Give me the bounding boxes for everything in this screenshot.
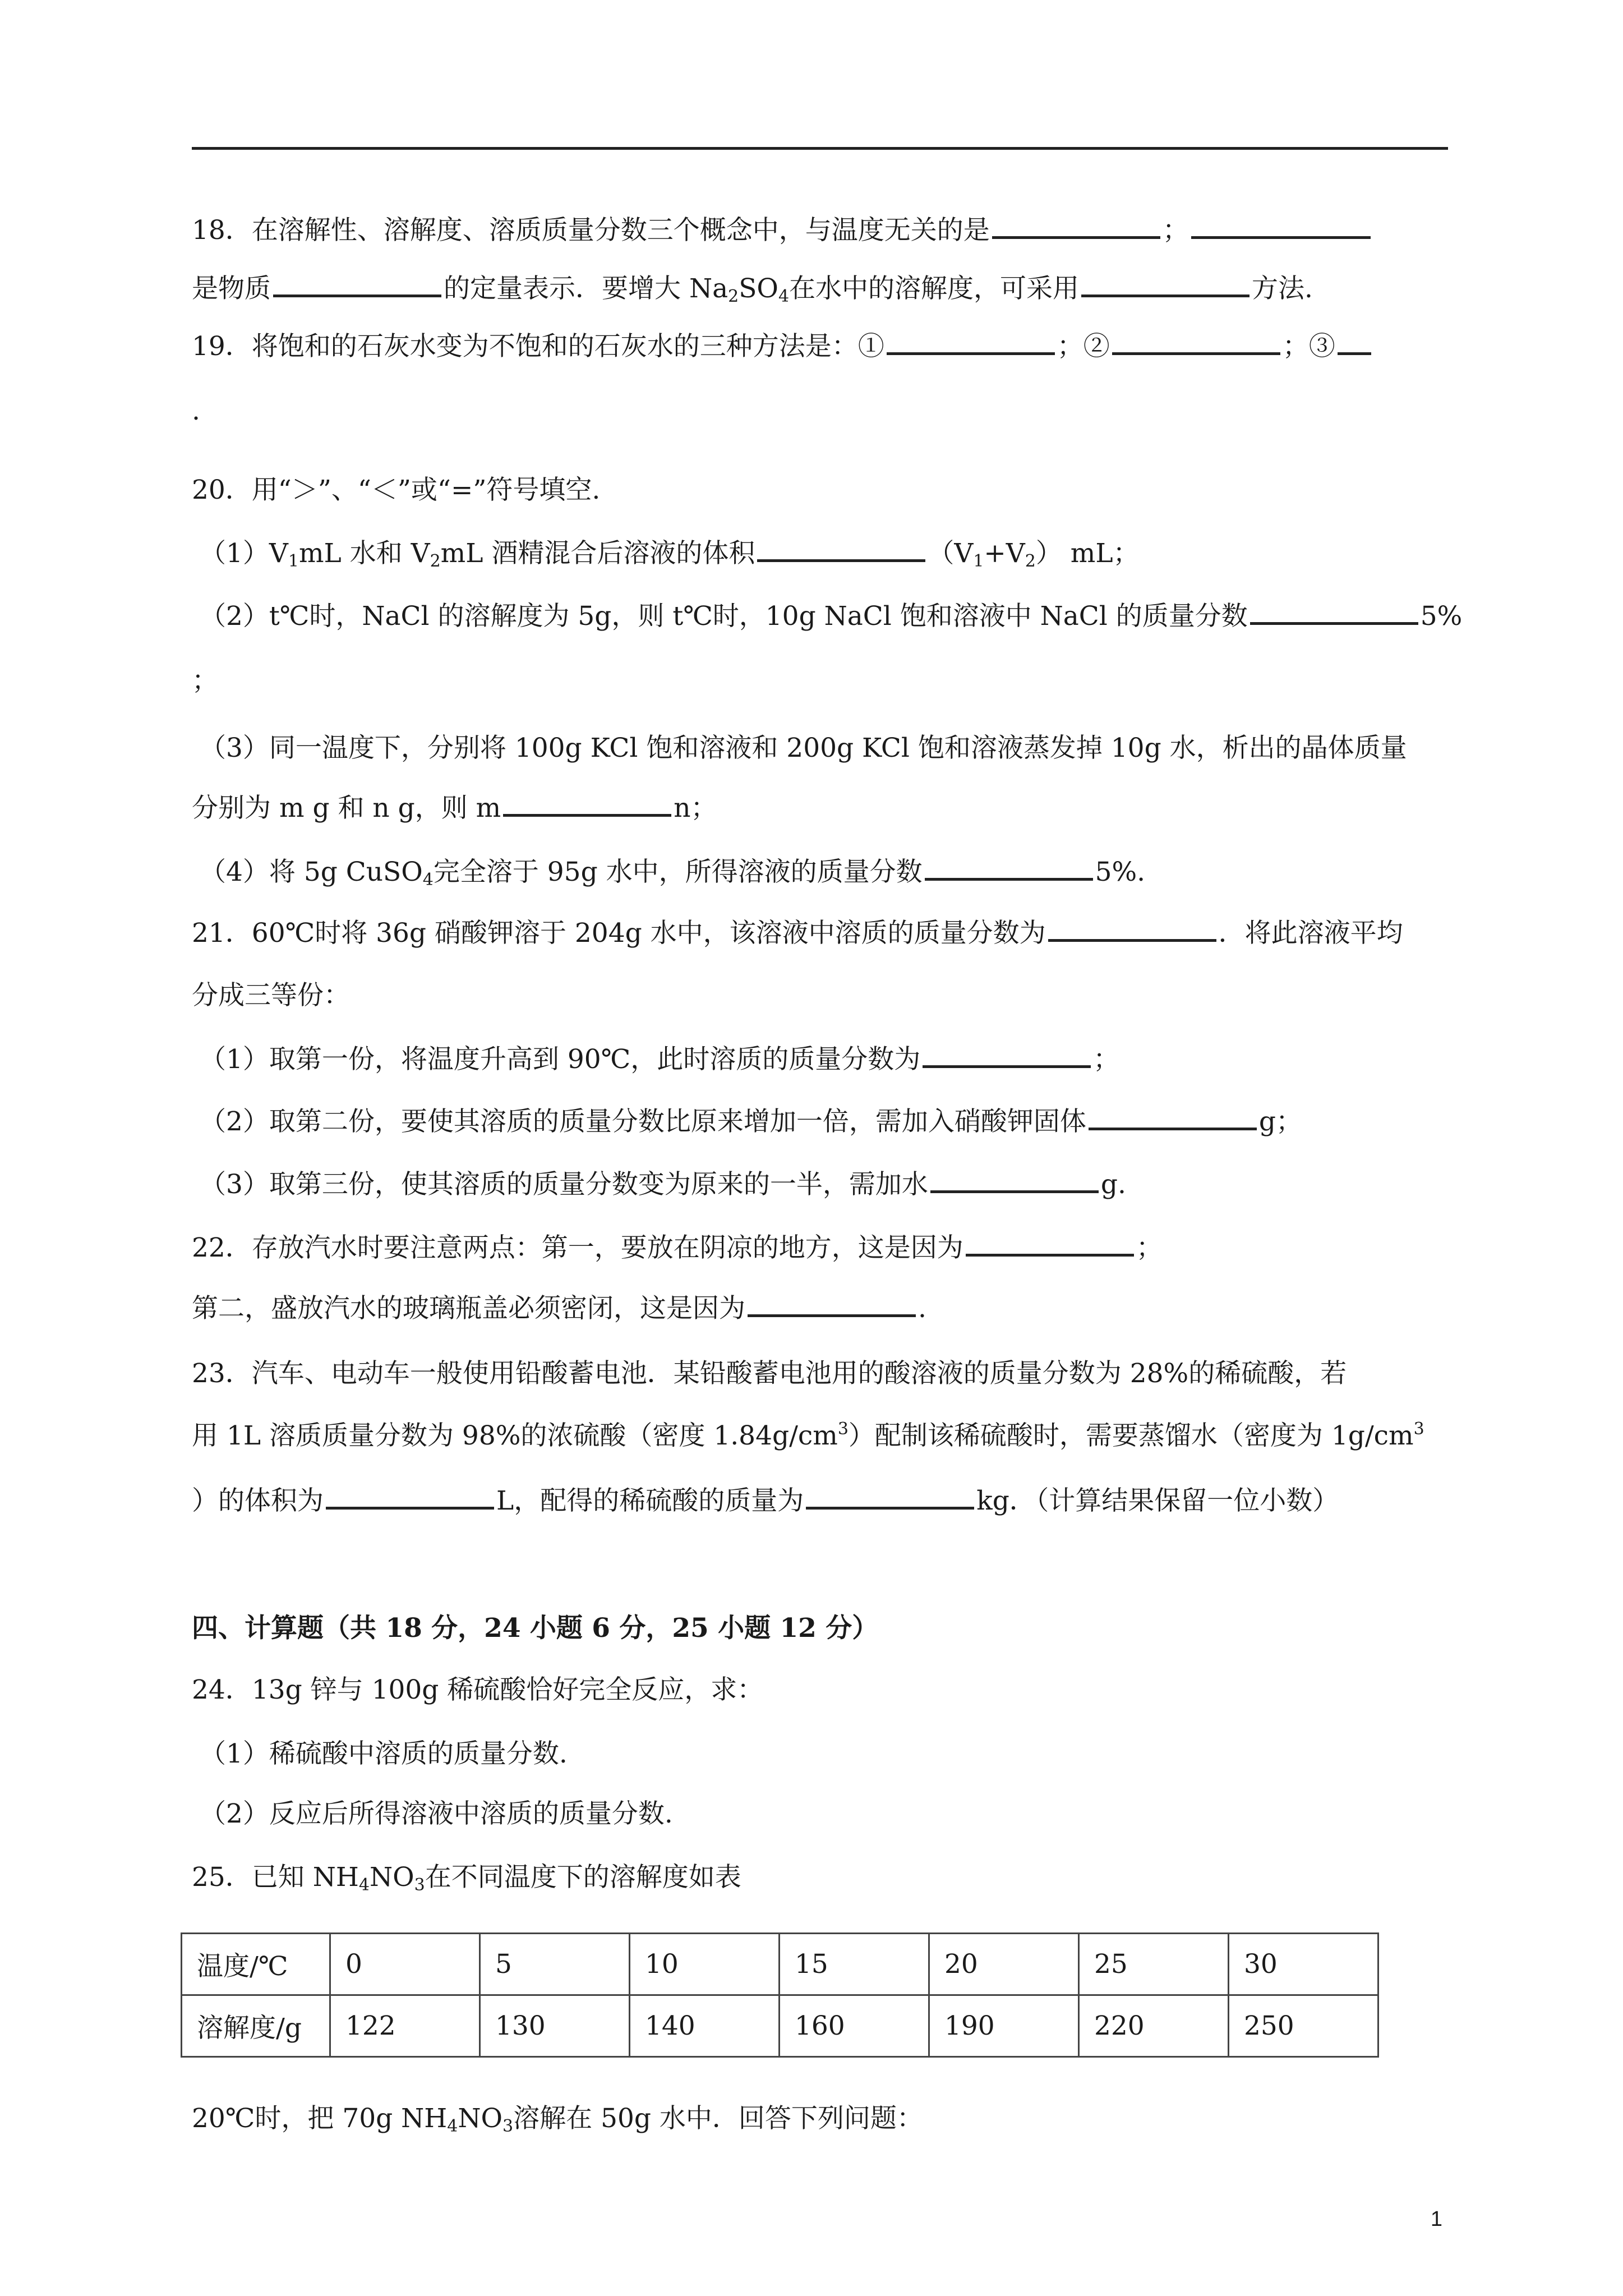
section-heading: 四、计算题（共 18 分，24 小题 6 分，25 小题 12 分） (192, 1613, 879, 1644)
q21-part2: （2）取第二份，要使其溶质的质量分数比原来增加一倍，需加入硝酸钾固体 g； (200, 1104, 1302, 1139)
table-cell: 15 (780, 1934, 929, 1995)
table-cell: 5 (480, 1934, 630, 1995)
q22-line2: 第二，盛放汽水的玻璃瓶盖必须密闭，这是因为 . (192, 1291, 926, 1326)
q22-line1: 22．存放汽水时要注意两点：第一，要放在阴凉的地方，这是因为 ； (192, 1230, 1163, 1265)
answer-blank[interactable] (1191, 213, 1371, 239)
answer-blank[interactable] (992, 213, 1160, 239)
answer-blank[interactable] (1048, 915, 1216, 942)
table-cell: 温度/℃ (182, 1934, 330, 1995)
q23-line2: 用 1L 溶质质量分数为 98%的浓硫酸（密度 $1.84g/cm^3$）配制该稀硫酸时，需要蒸馏水（密度为 $1g/cm^3$ (192, 1419, 1424, 1451)
q24-line1: 24．13g 锌与 100g 稀硫酸恰好完全反应，求： (192, 1674, 764, 1705)
answer-blank[interactable] (1081, 271, 1249, 297)
answer-blank[interactable] (1089, 1104, 1257, 1130)
table-cell: 160 (780, 1995, 929, 2057)
table-cell: 30 (1229, 1934, 1378, 1995)
solubility-table (181, 1932, 1379, 2058)
q20-title: 20．用“＞”、“＜”或“=”符号填空. (192, 475, 601, 505)
q24-part1: （1）稀硫酸中溶质的质量分数. (200, 1738, 568, 1769)
answer-blank[interactable] (503, 790, 671, 817)
table-cell: 220 (1079, 1995, 1229, 2057)
table-cell: 20 (929, 1934, 1079, 1995)
table-cell: 140 (630, 1995, 780, 2057)
table-row (182, 1995, 1378, 2057)
q24-part2: （2）反应后所得溶液中溶质的质量分数. (200, 1798, 673, 1829)
q21-line1: 21．60℃时将 36g 硝酸钾溶于 204g 水中，该溶液中溶质的质量分数为 ．将此溶液平均 (192, 915, 1403, 950)
q25-line1: 25．已知 $NH_4NO_3$在不同温度下的溶解度如表 (192, 1862, 741, 1895)
q20-part2-end: ； (192, 665, 218, 696)
answer-blank[interactable] (1250, 599, 1418, 625)
q18-line2: 是物质 的定量表示．要增大 $Na_2SO_4$在水中的溶解度，可采用 方法. (192, 271, 1313, 306)
answer-blank[interactable] (930, 1167, 1099, 1193)
table-cell: 25 (1079, 1934, 1229, 1995)
q20-part3-line2: 分别为 m g 和 n g，则 m n； (192, 790, 717, 825)
q20-part1: $(1)V_1mL$ 水和 $V_2mL$ 酒精混合后溶液的体积 $(V_1+V_2)$ mL； (200, 536, 1140, 570)
answer-blank[interactable] (326, 1483, 494, 1510)
q21-part1: （1）取第一份，将温度升高到 90℃，此时溶质的质量分数为 ； (200, 1042, 1119, 1076)
table-cell: 0 (330, 1934, 480, 1995)
answer-blank[interactable] (806, 1483, 974, 1510)
q20-part3: （3）同一温度下，分别将 100g KCl 饱和溶液和 200g KCl 饱和溶液蒸发掉 10g 水，析出的晶体质量 (200, 733, 1407, 763)
q18-line1: 18．在溶解性、溶解度、溶质质量分数三个概念中，与温度无关的是 ； (192, 213, 1373, 247)
table-cell: 190 (929, 1995, 1079, 2057)
q20-part4: （4）将 5g CuSO$_4$完全溶于 95g 水中，所得溶液的质量分数 5%. (200, 854, 1145, 889)
answer-blank[interactable] (1338, 329, 1371, 355)
q23-line3: ）的体积为 L，配得的稀硫酸的质量为 kg．（计算结果保留一位小数） (192, 1483, 1339, 1518)
answer-blank[interactable] (1112, 329, 1280, 355)
q19-line1: 19．将饱和的石灰水变为不饱和的石灰水的三种方法是：① ；② ；③ (192, 329, 1373, 364)
header-rule (192, 147, 1448, 150)
answer-blank[interactable] (923, 1042, 1091, 1068)
q19-line2: . (192, 395, 200, 426)
answer-blank[interactable] (966, 1230, 1134, 1257)
answer-blank[interactable] (273, 271, 441, 297)
table-cell: 130 (480, 1995, 630, 2057)
q23-line1: 23．汽车、电动车一般使用铅酸蓄电池．某铅酸蓄电池用的酸溶液的质量分数为 28%的稀硫酸，若 (192, 1358, 1347, 1389)
answer-blank[interactable] (748, 1291, 916, 1317)
table-row (182, 1934, 1378, 1995)
q20-part2: （2）t℃时，NaCl 的溶解度为 5g，则 t℃时，10g NaCl 饱和溶液中 NaCl 的质量分数 5% (200, 599, 1462, 633)
table-cell: 250 (1229, 1995, 1378, 2057)
answer-blank[interactable] (887, 329, 1055, 355)
answer-blank[interactable] (925, 854, 1093, 881)
q21-line2: 分成三等份： (192, 980, 350, 1011)
table-cell: 溶解度/g (182, 1995, 330, 2057)
q25-line2: 20℃时，把 70g $NH_4NO_3$溶解在 50g 水中．回答下列问题： (192, 2103, 923, 2136)
answer-blank[interactable] (757, 536, 925, 562)
table-cell: 122 (330, 1995, 480, 2057)
page-number: 1 (1430, 2207, 1442, 2231)
q21-part3: （3）取第三份，使其溶质的质量分数变为原来的一半，需加水 g. (200, 1167, 1126, 1202)
table-cell: 10 (630, 1934, 780, 1995)
